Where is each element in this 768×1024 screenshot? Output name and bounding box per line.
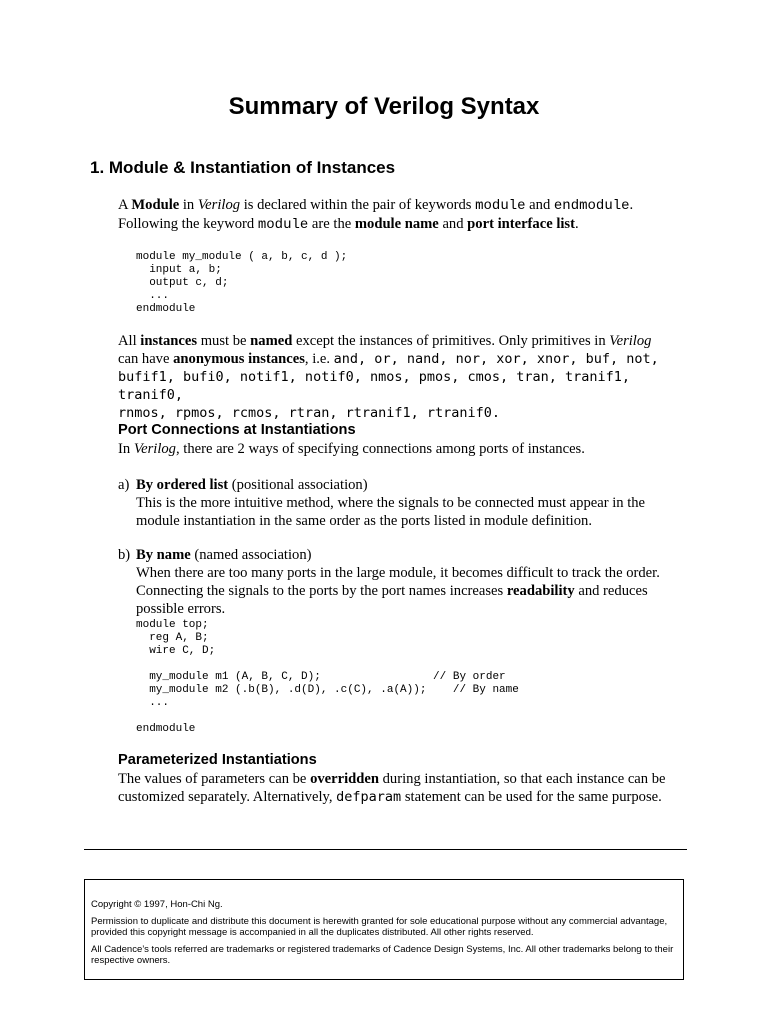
named-connection-code-example: module top; reg A, B; wire C, D; my_module m1 (A, B, C, D); // By order my_module m2 (.b(B), .d(D), .c(C), .a(A)); // By name ... endmodule <box>136 619 519 735</box>
parameterized-heading: Parameterized Instantiations <box>118 752 317 768</box>
named-list-item: By name (named association) When there are too many ports in the large module, it becomes difficult to track the order. Connecting the signals to the ports by the port names increases readability and reduces possible errors. <box>136 547 660 617</box>
list-label-b: b) <box>118 547 131 563</box>
parameterized-paragraph: The values of parameters can be overridden during instantiation, so that each instance can be customized separately. Alternatively, defparam statement can be used for the same purpose. <box>118 771 666 805</box>
copyright-line: Copyright © 1997, Hon-Chi Ng. <box>91 899 223 910</box>
copyright-box <box>84 879 684 980</box>
module-intro-paragraph: A Module in Verilog is declared within the pair of keywords module and endmodule. Following the keyword module are the module name and port interface list. <box>118 197 634 233</box>
port-connections-heading: Port Connections at Instantiations <box>118 422 356 438</box>
primitives-list-line: and, or, nand, nor, xor, xnor, buf, not, <box>333 351 659 367</box>
primitives-list-line: rnmos, rpmos, rcmos, rtran, rtranif1, rtranif0. <box>118 405 501 421</box>
port-connections-intro: In Verilog, there are 2 ways of specifying connections among ports of instances. <box>118 441 585 457</box>
page-title: Summary of Verilog Syntax <box>228 93 540 120</box>
instances-paragraph: All instances must be named except the instances of primitives. Only primitives in Verilog can have anonymous instances, i.e. and, or, nand, nor, xor, xnor, buf, not, bufif1, bufi0, notif1, notif0, nmos, pmos, cmos, tran, tranif1, tranif0, rnmos, rpmos, rcmos, rtran, rtranif1, rtranif0. <box>118 333 659 421</box>
ordered-list-item: By ordered list (positional association) This is the more intuitive method, where the signals to be connected must appear in the module instantiation in the same order as the ports listed in module definition. <box>136 477 646 529</box>
module-code-example: module my_module ( a, b, c, d ); input a, b; output c, d; ... endmodule <box>136 251 348 315</box>
list-label-a: a) <box>118 477 130 493</box>
section-heading: 1. Module & Instantiation of Instances <box>90 158 396 177</box>
primitives-list-line: bufif1, bufi0, notif1, notif0, nmos, pmos, cmos, tran, tranif1, tranif0, <box>118 369 631 403</box>
footer-divider <box>84 849 687 850</box>
trademark-notice: All Cadence’s tools referred are trademarks or registered trademarks of Cadence Design Systems, Inc. All other trademarks belong to their respective owners. <box>91 943 674 966</box>
permission-notice: Permission to duplicate and distribute this document is herewith granted for sole educational purpose without any commercial advantage, provided this copyright message is accompanied in all the duplicates distributed. All other rights reserved. <box>91 915 668 938</box>
